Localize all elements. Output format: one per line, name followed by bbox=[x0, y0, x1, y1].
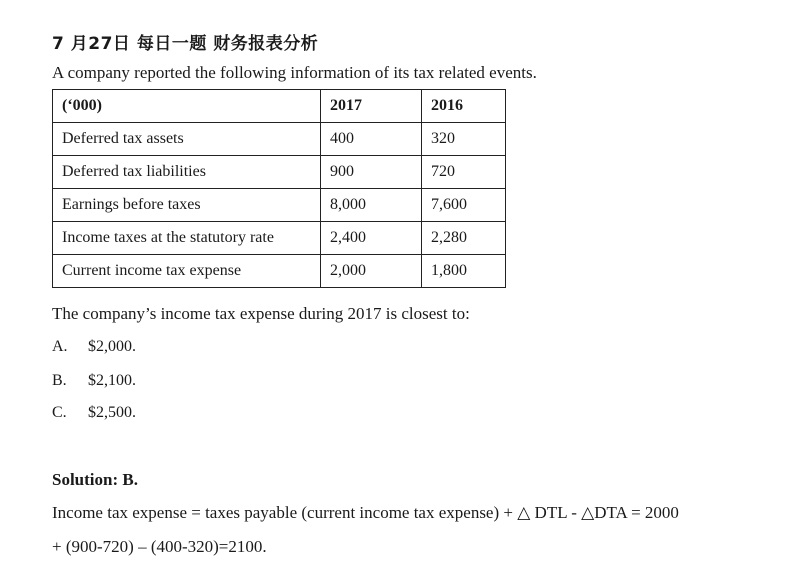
table-cell: 320 bbox=[422, 123, 506, 156]
option-a bbox=[52, 338, 136, 356]
option-letter: A. bbox=[52, 338, 68, 355]
row-label: Current income tax expense bbox=[53, 255, 321, 288]
question-intro: A company reported the following information of its tax related events. bbox=[52, 63, 537, 82]
table-cell: 8,000 bbox=[321, 189, 422, 222]
option-letter: C. bbox=[52, 404, 67, 421]
option-b bbox=[52, 372, 136, 390]
table-row bbox=[53, 189, 506, 222]
table-row bbox=[53, 123, 506, 156]
solution-heading: Solution: B. bbox=[52, 470, 138, 489]
option-c bbox=[52, 404, 136, 422]
table-cell: 2,000 bbox=[321, 255, 422, 288]
solution-line-2: + (900-720) – (400-320)=2100. bbox=[52, 537, 267, 556]
row-label: Deferred tax assets bbox=[53, 123, 321, 156]
table-cell: 1,800 bbox=[422, 255, 506, 288]
page-title: 7 月27日 每日一题 财务报表分析 bbox=[52, 34, 319, 54]
option-text: $2,000. bbox=[88, 338, 136, 355]
table-cell: 720 bbox=[422, 156, 506, 189]
option-text: $2,500. bbox=[88, 404, 136, 421]
question-prompt: The company’s income tax expense during 2017 is closest to: bbox=[52, 304, 470, 323]
table-cell: 2,280 bbox=[422, 222, 506, 255]
tax-data-table bbox=[52, 89, 506, 288]
table-cell: 400 bbox=[321, 123, 422, 156]
row-label: Deferred tax liabilities bbox=[53, 156, 321, 189]
column-header: (‘000) bbox=[53, 90, 321, 123]
row-label: Earnings before taxes bbox=[53, 189, 321, 222]
table-row bbox=[53, 222, 506, 255]
table-cell: 7,600 bbox=[422, 189, 506, 222]
solution-line-1: Income tax expense = taxes payable (current income tax expense) + △ DTL - △DTA = 2000 bbox=[52, 503, 679, 522]
table-row bbox=[53, 156, 506, 189]
column-header: 2017 bbox=[321, 90, 422, 123]
table-row bbox=[53, 255, 506, 288]
option-letter: B. bbox=[52, 372, 67, 389]
row-label: Income taxes at the statutory rate bbox=[53, 222, 321, 255]
option-text: $2,100. bbox=[88, 372, 136, 389]
table-cell: 900 bbox=[321, 156, 422, 189]
table-header-row bbox=[53, 90, 506, 123]
column-header: 2016 bbox=[422, 90, 506, 123]
table-cell: 2,400 bbox=[321, 222, 422, 255]
